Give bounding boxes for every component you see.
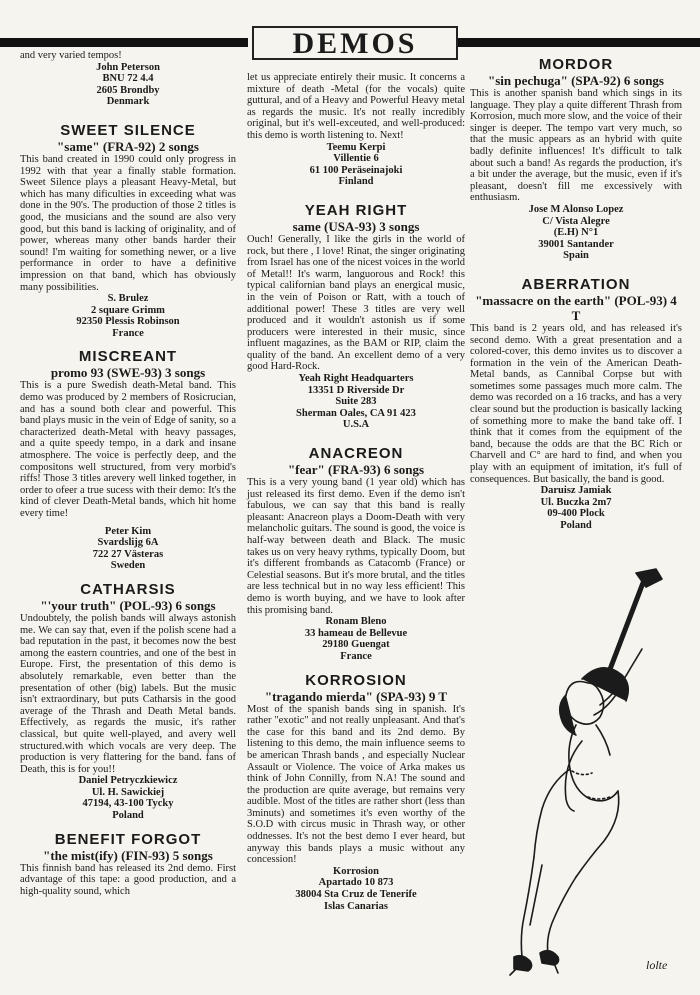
column-right (470, 56, 682, 532)
contact-line: Svardslijg 6A (97, 537, 159, 549)
contact-line: Sherman Oales, CA 91 423 (296, 407, 416, 419)
review-text: Ouch! Generally, I like the girls in the world of rock, but there , I love! Rinat, the singer originating from Israel has one of the nicest voices in the world of Metal!! It's warm, languorous and Rock! this typical californian band plays an energical music, in the vein of Poison or Ratt, with a touch of additional power! These 3 titles are very well produced and it wouldn't astonish us if some producers were interested in their music, since influent magazines, as the BAM or RIP, claim the quality of the band. An excellent demo of a very good Hard-Rock. (247, 233, 465, 373)
review-text: This is another spanish band which sings in its language. They play a quite different Thrash from Korrosion, much more slow, and the voice of their singer is deeper. The tempo vart very much, so that the music appears as an hybrid with quite badly definite influences! It's difficult to talk about such a band! As regards the production, it's a bit under the average, but the music, even if it's pleasant, doesn't fill me excessively with enthusiasm. (470, 88, 682, 204)
review-text: This is a very young band (1 year old) which has just released its first demo. Even if the demo isn't fabulous, we can say that this band is really pleasant: Anacreon plays a Doom-Death with very melancholic guitars. The sound is good, the voice is half-way between death and Black. The music takes us on very heavy rythms, typically Doom, but it's different frombands as Catacomb (France) or Celestial seasons. But it's more brutal, and the titles are less technical but in no way less efficient! This demo is worth buying, and we have to look after this promising band. (247, 477, 465, 616)
contact-line: 2605 Brondby (96, 84, 160, 96)
contact-name: Jose M Alonso Lopez (528, 203, 624, 215)
contact-name: Peter Kim (104, 525, 152, 537)
contact-country: Sweden (110, 560, 146, 572)
band-name: MORDOR (538, 56, 614, 73)
contact-line: 39001 Santander (538, 238, 614, 250)
contact-line: 722 27 Västeras (92, 548, 164, 560)
contact-line: 47194, 43-100 Tycky (82, 798, 174, 810)
review-continuation: and very varied tempos! (20, 50, 122, 61)
contact-line: Villentie 6 (333, 153, 379, 165)
column-left (20, 50, 236, 897)
band-name: MISCREANT (78, 348, 178, 366)
review-text: This finnish band has released its 2nd demo. First advantage of this tape: a good production, and a high-quality sound, which (20, 862, 236, 897)
artist-signature: lolte (646, 958, 668, 972)
contact-line: Ul. Buczka 2m7 (540, 496, 612, 508)
contact-line: C/ Vista Alegre (542, 215, 610, 227)
contact-name: John Peterson (96, 61, 160, 73)
header-rule-right (458, 38, 700, 47)
shoe-right (540, 951, 559, 965)
contact-name: Korrosion (333, 865, 379, 877)
review-text: This is a pure Swedish death-Metal band. This demo was produced by 2 members of Rosicrucian, and has a sound both clear and powerful. This band plays music in the vein of Edge of sanity, so a characterized death-Metal with heavy passages, and a quite speedy tempo, in a dark and insane atmosphere. The voice is perfectly deep, and the compositons well structured, from very morbid's riffs! Those 3 titles arevery well linked together, in order to ofeer a true sucess with their demo: It's the kind of clever Death-Metal bands, which hit home every time! (20, 380, 236, 519)
header-rule-left (0, 38, 248, 47)
contact-line: 38004 Sta Cruz de Tenerife (295, 889, 417, 901)
review-text: This band is 2 years old, and has released it's second demo. With a great presentation and a colored-cover, this demo invites us to discover a formation in the vein of the American Death-Metal bands, as Cannibal Corpse but with sometimes some passages much more calm. The demo was recorded on a 16 tracks, and has a very clear sound but the production is basically lacking of something more to make the band take off. I think that it comes from the equipment of the band, because the odds are that the BC Rich or Charvell and C° are hard to find, and when you play with an equipment of imitation, it's full of consequences. But basically, the band is good. (470, 322, 682, 485)
demo-title: "sin pechuga" (SPA-92) 6 songs (488, 73, 664, 88)
contact-country: Finland (338, 176, 374, 188)
contact-name: Ronam Bleno (325, 616, 387, 628)
contact-line: Suite 283 (335, 396, 377, 408)
contact-country: U.S.A (342, 419, 370, 431)
contact-line: 29180 Guengat (322, 639, 390, 651)
band-name: ANACREON (308, 445, 404, 463)
column-middle (247, 72, 465, 912)
band-name: ABERRATION (521, 275, 631, 293)
demo-title: same (USA-93) 3 songs (292, 218, 420, 234)
contact-line: 61 100 Peräseinajoki (309, 164, 403, 176)
contact-country: Denmark (106, 96, 150, 108)
band-name: SWEET SILENCE (60, 121, 196, 139)
band-name: KORROSION (305, 671, 407, 689)
contact-line: Ul. H. Sawickiej (91, 786, 165, 798)
contact-line: 09-400 Plock (547, 508, 605, 520)
demo-title: "fear" (FRA-93) 6 songs (287, 462, 425, 478)
demo-title: promo 93 (SWE-93) 3 songs (50, 365, 206, 381)
contact-line: 92350 Plessis Robinson (76, 316, 180, 328)
contact-country: Islas Canarias (324, 900, 388, 912)
contact-line: 13351 D Riverside Dr (307, 384, 405, 396)
demo-title: "massacre on the earth" (POL-93) 4 T (475, 292, 677, 323)
contact-line: (E.H) N°1 (553, 227, 599, 239)
contact-country: Poland (112, 810, 144, 822)
demo-title: "the mist(ify) (FIN-93) 5 songs (43, 847, 213, 863)
band-name: CATHARSIS (80, 580, 176, 598)
review-text: This band created in 1990 could only progress in 1992 with that year a finally stable formation. Sweet Silence plays a pleasant Heavy-Metal, but which has many dificulties in exceeding what was done in the 90's. The production of those 2 titles is good, the musicians and the sound are also very good, but this band is lacking of originality, and of power, whereas many other bands harder their sound! I'm waiting for something newer, or a live performance in order to have a definitive impression on that band, which has obviously many possibilities. (20, 153, 236, 293)
demo-title: "tragando mierda" (SPA-93) 9 T (264, 688, 448, 704)
contact-line: BNU 72 4.4 (102, 73, 154, 85)
contact-line: 33 hameau de Bellevue (304, 627, 408, 639)
contact-country: Poland (560, 520, 592, 531)
review-text: Undoubtely, the polish bands will always astonish me. We can say that, even if the polish scene had a bad reputation in the past, it becomes now the best among the eastern countries, and one of the best in Europe. First, the presentation of this demo is absolutely remarkable, even better than the presentation of other (big) labels. But the music isn't extraordinary, but puts Catharsis in the good average of the Thrash and Death Metal bands. Effectively, as regards the music, it's rather classical, but quite well-played, and avery well structured.with which vocals are very deep. The production is very flattering for the band. fans of Death, this is for you!! (20, 612, 236, 775)
contact-country: France (340, 650, 372, 662)
review-text: Most of the spanish bands sing in spanish. It's rather "exotic" and not really unpleasant. And that's the case for this band and its 2nd demo. By listening to this demo, the main influence seems to be american Thrash bands , and especially Nuclear Assault or Violence. The voice of Arka makes us think of John Connilly, from N.A! The sound and the production are quite average, but remains very audible. Most of the titles are rather short (less than 3minuts) and sometimes it's even worthy of the S.O.D with circus music in Thrash way, or other oddnesses. It's not the best demo I ever heard, but anyway this bands plays a music without any concession! (247, 703, 465, 866)
demo-title: "same" (FRA-92) 2 songs (57, 138, 199, 154)
band-name: BENEFIT FORGOT (54, 830, 202, 848)
contact-country: Spain (563, 250, 589, 262)
contact-line: 2 square Grimm (91, 304, 165, 316)
contact-name: Teemu Kerpi (326, 141, 386, 153)
demo-title: "'your truth" (POL-93) 6 songs (40, 597, 216, 613)
pinup-illustration (496, 565, 676, 980)
band-name: YEAH RIGHT (304, 201, 408, 219)
contact-name: Daruisz Jamiak (540, 485, 612, 497)
contact-name: S. Brulez (107, 293, 149, 305)
section-title: DEMOS (252, 26, 458, 60)
contact-line: Apartado 10 873 (318, 877, 394, 889)
contact-name: Daniel Petryczkiewicz (78, 775, 178, 787)
contact-name: Yeah Right Headquarters (298, 373, 414, 385)
review-continuation: let us appreciate entirely their music. It concerns a mixture of death -Metal (for the vocals) quite guttural, and of a Heavy and Powerful Heavy metal as regards the music. It's not really incredibly original, but it's well-exceuted, and well-produced: this demo is worth listening to. Next! (247, 72, 465, 141)
contact-country: France (112, 327, 144, 339)
